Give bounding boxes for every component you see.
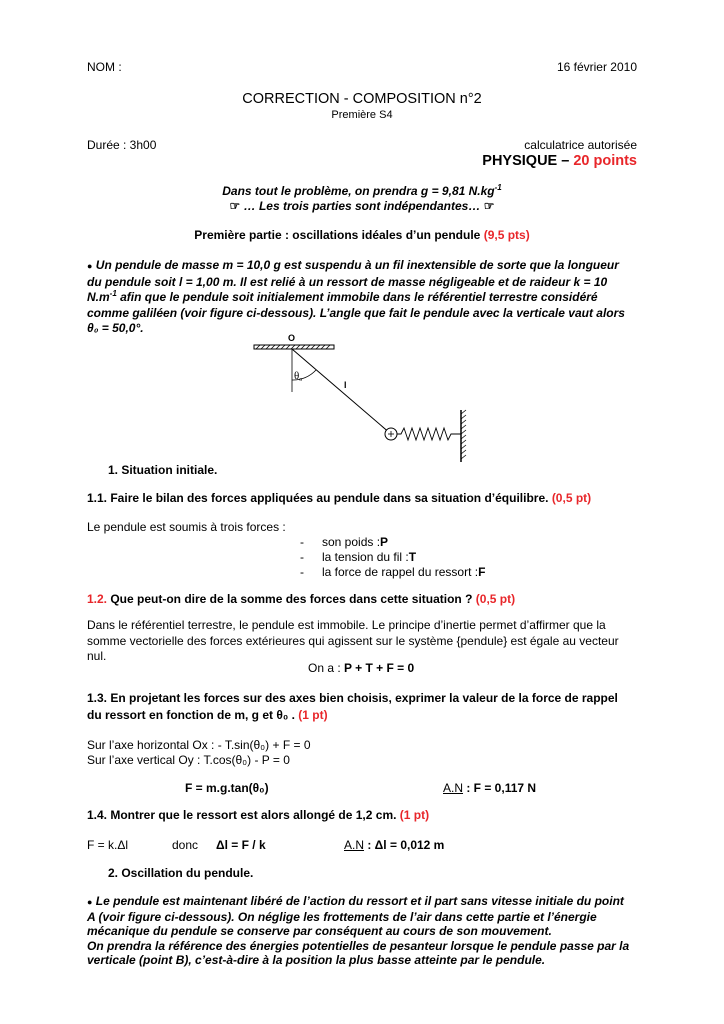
subject-name: PHYSIQUE –	[482, 153, 574, 169]
forces-list	[300, 535, 485, 580]
question-1-3	[87, 690, 638, 724]
part1-heading	[0, 228, 724, 242]
question-points: (1 pt)	[399, 808, 430, 822]
statement-line: θ₀ = 50,0°.	[87, 321, 144, 335]
ceiling-support	[254, 345, 334, 349]
duration: Durée : 3h00	[87, 138, 157, 152]
subject-title	[482, 153, 637, 169]
hooke-law: F = k.Δl	[87, 838, 129, 852]
statement-line: afin que le pendule soit initialement immobile dans le référentiel terrestre considéré	[116, 290, 598, 304]
label-theta: θo	[294, 370, 303, 383]
statement-line: N.m	[87, 290, 110, 304]
spring	[397, 428, 461, 440]
question-1-4	[87, 808, 429, 822]
force-formula: F = m.g.tan(θ₀)	[185, 781, 269, 795]
statement-line: On prendra la référence des énergies potentielles de pesanteur lorsque le pendule passe par la	[87, 938, 630, 953]
elongation-numeric	[344, 838, 444, 852]
equation-prefix: On a :	[308, 661, 345, 675]
page-title: CORRECTION - COMPOSITION n°2	[242, 91, 482, 107]
list-item: - la force de rappel du ressort : F	[300, 565, 486, 579]
part1-title: Première partie : oscillations idéales d’un pendule	[194, 228, 481, 242]
problem-statement	[87, 258, 638, 337]
label-l: l	[344, 380, 347, 390]
answer-1-2	[87, 618, 638, 665]
class-subtitle: Première S4	[331, 109, 393, 121]
answer-line: somme vectorielle des forces extérieures qui agissent sur le système {pendule} est égale au vecteur	[87, 633, 619, 648]
section1-heading: 1. Situation initiale.	[108, 463, 218, 477]
answer-1-3	[87, 738, 311, 768]
label-o: O	[288, 333, 296, 343]
pendulum-string	[292, 349, 391, 434]
force-symbol: F	[478, 565, 486, 579]
projection-ox: Sur l’axe horizontal Ox : - T.sin(θ₀) + F = 0	[87, 738, 311, 752]
pointing-hand-icon: ☞	[480, 199, 495, 213]
wall-support	[461, 410, 466, 462]
elongation-formula: Δl = F / k	[216, 838, 266, 852]
statement-line: Un pendule de masse m = 10,0 g est suspendu à un fil inextensible de sorte que la longueur	[95, 258, 619, 272]
name-field-label: NOM :	[87, 60, 122, 74]
section2-statement	[87, 894, 638, 968]
unit-exponent: -1	[109, 289, 117, 298]
force-sum-equation	[308, 661, 414, 675]
gravity-text: Dans tout le problème, on prendra g = 9,81 N.kg	[222, 184, 495, 198]
question-1-2	[87, 592, 515, 606]
calculator-note: calculatrice autorisée	[524, 138, 637, 152]
force-label: la force de rappel du ressort :	[322, 565, 479, 579]
subject-points: 20 points	[573, 153, 637, 169]
bullet-icon: ●	[87, 897, 93, 907]
question-text: 1.1. Faire le bilan des forces appliquées au pendule dans sa situation d’équilibre.	[87, 491, 549, 505]
force-symbol: P	[380, 535, 389, 549]
question-points: (1 pt)	[298, 708, 328, 722]
force-label: la tension du fil :	[322, 550, 409, 564]
an-value: : Δl = 0,012 m	[364, 838, 445, 852]
independence-text: … Les trois parties sont indépendantes…	[243, 199, 481, 213]
question-points: (0,5 pt)	[551, 491, 592, 505]
part1-points: (9,5 pts)	[483, 228, 530, 242]
question-points: (0,5 pt)	[475, 592, 516, 606]
statement-line: comme galiléen (voir figure ci-dessous). L’angle que fait le pendule avec la verticale vaut alors	[87, 305, 625, 320]
statement-line: mécanique du pendule se conserve par conséquent au cours de son mouvement.	[87, 924, 552, 938]
answer-line: nul.	[87, 649, 107, 663]
question-text: 1.3. En projetant les forces sur des axes bien choisis, exprimer la valeur de la force de rappel	[87, 691, 618, 705]
question-text: Que peut-on dire de la somme des forces dans cette situation ?	[107, 592, 473, 606]
answer-1-1: Le pendule est soumis à trois forces :	[87, 520, 286, 534]
pendulum-figure	[246, 330, 476, 465]
question-text: 1.4. Montrer que le ressort est alors allongé de 1,2 cm.	[87, 808, 397, 822]
question-text: du ressort en fonction de m, g et θ₀ .	[87, 708, 295, 722]
donc-word: donc	[172, 838, 199, 852]
an-value: : F = 0,117 N	[463, 781, 537, 795]
equation: P + T + F = 0	[344, 661, 415, 675]
statement-line: du pendule soit l = 1,00 m. Il est relié à un ressort de masse négligeable et de raideur k = 10	[87, 274, 608, 289]
gravity-note	[0, 184, 724, 198]
independence-note	[0, 199, 724, 213]
force-numeric	[443, 781, 536, 795]
list-item: - la tension du fil : T	[300, 550, 417, 564]
question-1-1	[87, 491, 591, 505]
section2-heading: 2. Oscillation du pendule.	[108, 866, 254, 880]
gravity-unit-exp: -1	[494, 183, 502, 192]
projection-oy: Sur l’axe vertical Oy : T.cos(θ₀) - P = 0	[87, 753, 290, 767]
statement-line: verticale (point B), c’est-à-dire à la position la plus basse atteinte par le pendule.	[87, 953, 546, 967]
statement-line: Le pendule est maintenant libéré de l’action du ressort et il part sans vitesse initiale du point	[95, 894, 624, 908]
answer-line: Dans le référentiel terrestre, le pendule est immobile. Le principe d’inertie permet d’affirmer que la	[87, 618, 606, 632]
list-item: - son poids : P	[300, 535, 389, 549]
force-label: son poids :	[322, 535, 381, 549]
force-symbol: T	[408, 550, 417, 564]
an-label: A.N	[344, 838, 365, 852]
statement-line: A (voir figure ci-dessous). On néglige les frottements de l’air dans cette partie et l’énergie	[87, 909, 597, 924]
an-label: A.N	[443, 781, 464, 795]
date: 16 février 2010	[556, 60, 637, 74]
bullet-icon: ●	[87, 261, 93, 271]
question-number: 1.2.	[87, 592, 108, 606]
pointing-hand-icon: ☞	[229, 199, 244, 213]
